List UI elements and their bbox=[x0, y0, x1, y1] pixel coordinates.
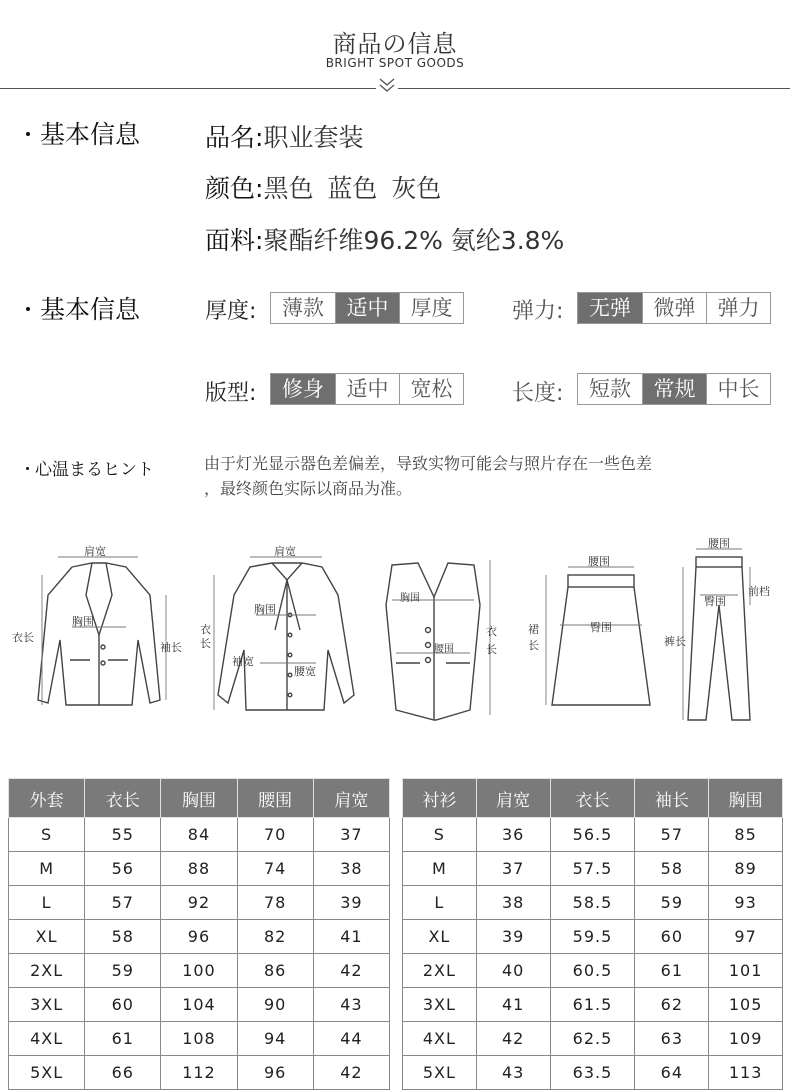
fit-option: 适中 bbox=[335, 374, 399, 404]
measurement-cell: 56.5 bbox=[550, 818, 635, 852]
vest-waist-label: 腰围 bbox=[434, 644, 454, 655]
measurement-cell: 41 bbox=[313, 920, 389, 954]
measurement-cell: 43 bbox=[476, 1056, 550, 1090]
tip-heading: 心温まるヒント bbox=[26, 455, 154, 480]
pants-diagram bbox=[688, 557, 750, 720]
measurement-cell: 63.5 bbox=[550, 1056, 635, 1090]
table-row bbox=[403, 988, 783, 1022]
shirt-waist-label: 腰宽 bbox=[294, 665, 316, 678]
thickness-option: 厚度 bbox=[399, 293, 463, 323]
measurement-cell: 41 bbox=[476, 988, 550, 1022]
size-cell: 2XL bbox=[403, 954, 477, 988]
table-header-cell: 袖长 bbox=[635, 779, 709, 818]
measurement-cell: 86 bbox=[237, 954, 313, 988]
size-cell: L bbox=[9, 886, 85, 920]
thickness-option: 薄款 bbox=[282, 296, 324, 320]
info-key: 颜色: bbox=[205, 174, 264, 203]
table-row bbox=[403, 1022, 783, 1056]
skirt-waist-label: 腰围 bbox=[588, 555, 610, 568]
measurement-cell: 108 bbox=[161, 1022, 237, 1056]
size-cell: 5XL bbox=[403, 1056, 477, 1090]
measurement-cell: 84 bbox=[161, 818, 237, 852]
double-chevron-down-icon bbox=[377, 76, 397, 96]
info-row-color bbox=[205, 169, 441, 205]
measurement-cell: 60.5 bbox=[550, 954, 635, 988]
table-header-cell: 腰围 bbox=[237, 779, 313, 818]
shirt-diagram bbox=[218, 563, 354, 710]
measurement-cell: 62.5 bbox=[550, 1022, 635, 1056]
measurement-cell: 55 bbox=[85, 818, 161, 852]
measurement-cell: 61 bbox=[635, 954, 709, 988]
size-cell: 4XL bbox=[403, 1022, 477, 1056]
jacket-shoulder-label: 肩宽 bbox=[84, 545, 106, 558]
fit-option: 宽松 bbox=[399, 374, 463, 404]
table-row bbox=[403, 852, 783, 886]
shirt-length-label-b: 长 bbox=[200, 637, 211, 650]
shirt-chest-label: 胸围 bbox=[254, 603, 276, 616]
measurement-cell: 39 bbox=[476, 920, 550, 954]
elasticity-selector bbox=[577, 292, 771, 324]
measurement-cell: 58 bbox=[85, 920, 161, 954]
skirt-hip-label: 臀围 bbox=[590, 621, 612, 634]
measurement-cell: 74 bbox=[237, 852, 313, 886]
header-divider-right bbox=[398, 88, 790, 89]
bullet-dot bbox=[26, 307, 30, 311]
shirt-shoulder-label: 肩宽 bbox=[274, 545, 296, 558]
pants-rise-label: 前档 bbox=[748, 585, 770, 598]
size-cell: 5XL bbox=[9, 1056, 85, 1090]
shirt-sleeve-label: 袖宽 bbox=[232, 655, 254, 668]
table-row bbox=[9, 920, 390, 954]
measurement-cell: 85 bbox=[709, 818, 783, 852]
measurement-cell: 105 bbox=[709, 988, 783, 1022]
measurement-cell: 93 bbox=[709, 886, 783, 920]
measurement-cell: 59 bbox=[85, 954, 161, 988]
length-option: 短款 bbox=[589, 377, 631, 401]
bullet-dot bbox=[26, 132, 30, 136]
pants-length-label: 裤长 bbox=[664, 635, 686, 648]
info-value: 职业套装 bbox=[263, 123, 364, 152]
table-row bbox=[403, 954, 783, 988]
table-row bbox=[9, 954, 390, 988]
measurement-cell: 59.5 bbox=[550, 920, 635, 954]
length-option: 中长 bbox=[706, 374, 770, 404]
measurement-cell: 40 bbox=[476, 954, 550, 988]
measurement-cell: 42 bbox=[476, 1022, 550, 1056]
length-label: 长度: bbox=[512, 381, 564, 406]
measurement-cell: 43 bbox=[313, 988, 389, 1022]
vest-length-label-a: 衣 bbox=[486, 625, 497, 638]
measurement-cell: 38 bbox=[313, 852, 389, 886]
bullet-dot bbox=[26, 467, 29, 470]
skirt-length-label-a: 裙 bbox=[528, 623, 539, 636]
measurement-cell: 62 bbox=[635, 988, 709, 1022]
size-cell: 3XL bbox=[403, 988, 477, 1022]
jacket-chest-label: 胸围 bbox=[72, 615, 94, 628]
measurement-cell: 56 bbox=[85, 852, 161, 886]
measurement-cell: 57 bbox=[85, 886, 161, 920]
jacket-size-table bbox=[8, 778, 390, 1090]
measurement-cell: 113 bbox=[709, 1056, 783, 1090]
measurement-cell: 42 bbox=[313, 1056, 389, 1090]
thickness-label: 厚度: bbox=[205, 299, 257, 324]
measurement-cell: 96 bbox=[237, 1056, 313, 1090]
jacket-sleeve-label: 袖长 bbox=[160, 641, 182, 654]
table-header-row bbox=[9, 779, 390, 818]
measurement-cell: 92 bbox=[161, 886, 237, 920]
basic-info-heading: 基本信息 bbox=[26, 115, 140, 151]
measurement-cell: 101 bbox=[709, 954, 783, 988]
info-row-name bbox=[205, 118, 363, 154]
table-row bbox=[403, 818, 783, 852]
measurement-cell: 64 bbox=[635, 1056, 709, 1090]
vest-chest-label: 胸围 bbox=[400, 593, 420, 604]
elasticity-option-selected: 无弹 bbox=[578, 293, 642, 323]
info-key: 面料: bbox=[205, 226, 264, 255]
measurement-cell: 82 bbox=[237, 920, 313, 954]
table-header-cell: 肩宽 bbox=[476, 779, 550, 818]
measurement-cell: 97 bbox=[709, 920, 783, 954]
jacket-length-label: 衣长 bbox=[12, 631, 34, 644]
measurement-cell: 58 bbox=[635, 852, 709, 886]
measurement-cell: 78 bbox=[237, 886, 313, 920]
measurement-cell: 60 bbox=[85, 988, 161, 1022]
info-value: 黑色 蓝色 灰色 bbox=[263, 174, 442, 203]
length-option-selected: 常规 bbox=[642, 374, 706, 404]
measurement-cell: 96 bbox=[161, 920, 237, 954]
measurement-cell: 90 bbox=[237, 988, 313, 1022]
measurement-cell: 100 bbox=[161, 954, 237, 988]
measurement-cell: 39 bbox=[313, 886, 389, 920]
jacket-diagram bbox=[38, 563, 160, 705]
measurement-cell: 61.5 bbox=[550, 988, 635, 1022]
table-header-cell: 肩宽 bbox=[313, 779, 389, 818]
size-cell: XL bbox=[9, 920, 85, 954]
table-row bbox=[9, 818, 390, 852]
size-cell: S bbox=[403, 818, 477, 852]
elasticity-option: 微弹 bbox=[642, 293, 706, 323]
measurement-cell: 37 bbox=[313, 818, 389, 852]
table-row bbox=[9, 852, 390, 886]
measurement-cell: 38 bbox=[476, 886, 550, 920]
fit-option-selected: 修身 bbox=[271, 374, 335, 404]
measurement-cell: 112 bbox=[161, 1056, 237, 1090]
elasticity-label: 弹力: bbox=[512, 299, 564, 324]
info-key: 品名: bbox=[205, 123, 264, 152]
fit-label: 版型: bbox=[205, 381, 257, 406]
table-row bbox=[9, 988, 390, 1022]
size-cell: 3XL bbox=[9, 988, 85, 1022]
table-header-cell: 外套 bbox=[9, 779, 85, 818]
table-header-cell: 胸围 bbox=[161, 779, 237, 818]
thickness-selector bbox=[270, 292, 464, 324]
vest-diagram bbox=[386, 563, 480, 720]
header-divider-left bbox=[0, 88, 376, 89]
table-header-cell: 衣长 bbox=[550, 779, 635, 818]
skirt-length-label-b: 长 bbox=[528, 639, 539, 652]
size-cell: L bbox=[403, 886, 477, 920]
measurement-cell: 89 bbox=[709, 852, 783, 886]
page-subtitle: BRIGHT SPOT GOODS bbox=[325, 56, 465, 70]
table-row bbox=[403, 886, 783, 920]
vest-length-label-b: 长 bbox=[486, 643, 497, 656]
measurement-cell: 44 bbox=[313, 1022, 389, 1056]
table-header-cell: 衬衫 bbox=[403, 779, 477, 818]
size-cell: M bbox=[403, 852, 477, 886]
measurement-cell: 63 bbox=[635, 1022, 709, 1056]
shirt-length-label-a: 衣 bbox=[200, 623, 211, 636]
garment-measurement-diagrams bbox=[0, 535, 790, 735]
table-row bbox=[9, 1022, 390, 1056]
measurement-cell: 37 bbox=[476, 852, 550, 886]
skirt-diagram bbox=[552, 575, 650, 705]
measurement-cell: 36 bbox=[476, 818, 550, 852]
elasticity-option: 弹力 bbox=[706, 293, 770, 323]
table-row bbox=[9, 1056, 390, 1090]
size-cell: 2XL bbox=[9, 954, 85, 988]
measurement-cell: 94 bbox=[237, 1022, 313, 1056]
measurement-cell: 58.5 bbox=[550, 886, 635, 920]
info-row-fabric bbox=[205, 221, 564, 257]
shirt-size-table bbox=[402, 778, 783, 1090]
thickness-option-selected: 适中 bbox=[335, 293, 399, 323]
size-cell: M bbox=[9, 852, 85, 886]
table-row bbox=[403, 920, 783, 954]
size-cell: 4XL bbox=[9, 1022, 85, 1056]
table-header-row bbox=[403, 779, 783, 818]
info-value: 聚酯纤维96.2% 氨纶3.8% bbox=[263, 226, 565, 255]
length-selector bbox=[577, 373, 771, 405]
pants-hip-label: 臀围 bbox=[704, 595, 726, 608]
measurement-cell: 70 bbox=[237, 818, 313, 852]
measurement-cell: 109 bbox=[709, 1022, 783, 1056]
attributes-heading: 基本信息 bbox=[26, 290, 140, 326]
measurement-cell: 88 bbox=[161, 852, 237, 886]
tip-line-1: 由于灯光显示器色差偏差，导致实物可能会与照片存在一些色差 bbox=[204, 454, 653, 473]
measurement-cell: 57.5 bbox=[550, 852, 635, 886]
fit-selector bbox=[270, 373, 464, 405]
measurement-cell: 66 bbox=[85, 1056, 161, 1090]
page-title: 商品の信息 bbox=[332, 30, 458, 58]
size-cell: S bbox=[9, 818, 85, 852]
measurement-cell: 57 bbox=[635, 818, 709, 852]
size-cell: XL bbox=[403, 920, 477, 954]
table-header-cell: 胸围 bbox=[709, 779, 783, 818]
measurement-cell: 60 bbox=[635, 920, 709, 954]
table-row bbox=[9, 886, 390, 920]
measurement-cell: 61 bbox=[85, 1022, 161, 1056]
measurement-cell: 104 bbox=[161, 988, 237, 1022]
table-header-cell: 衣长 bbox=[85, 779, 161, 818]
measurement-cell: 59 bbox=[635, 886, 709, 920]
table-row bbox=[403, 1056, 783, 1090]
measurement-cell: 42 bbox=[313, 954, 389, 988]
pants-waist-label: 腰围 bbox=[708, 537, 730, 550]
tip-line-2: ，最终颜色实际以商品为准。 bbox=[204, 479, 413, 498]
